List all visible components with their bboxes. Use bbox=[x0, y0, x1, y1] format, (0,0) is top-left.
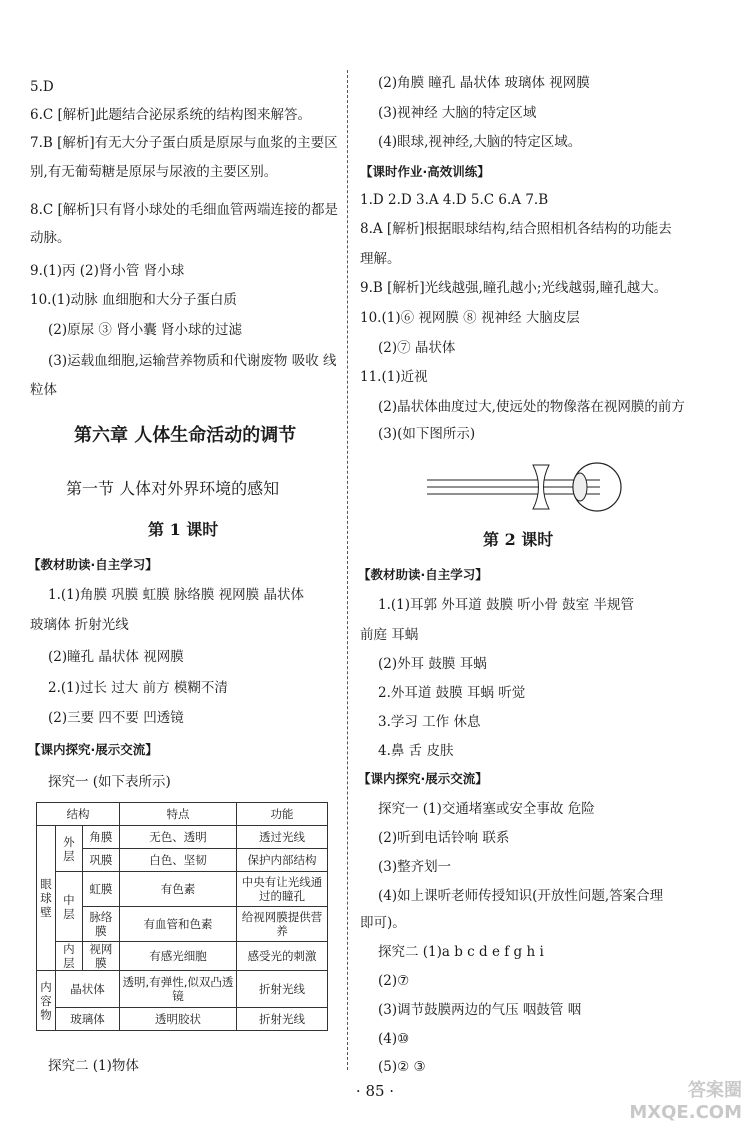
eye-lens-diagram bbox=[425, 455, 630, 520]
answer-10-2: (2)原尿 ③ 肾小囊 肾小球的过滤 bbox=[48, 322, 242, 338]
table-cell: 有血管和色素 bbox=[119, 907, 236, 942]
homework-10-2: (2)⑦ 晶状体 bbox=[378, 340, 456, 356]
table-cell: 感受光的刺激 bbox=[237, 942, 328, 971]
lesson-1-title: 第 1 课时 bbox=[148, 520, 219, 539]
contents-label: 内容物 bbox=[37, 971, 56, 1031]
table-cell: 白色、坚韧 bbox=[119, 849, 236, 872]
table-cell: 视网膜 bbox=[82, 942, 119, 971]
answer-8: 8.C [解析]只有肾小球处的毛细血管两端连接的都是 bbox=[30, 202, 339, 218]
reading-1-cont: 玻璃体 折射光线 bbox=[30, 617, 129, 633]
reading2-2: 2.外耳道 鼓膜 耳蜗 听觉 bbox=[378, 685, 526, 701]
middle-layer-label: 中层 bbox=[56, 872, 83, 942]
table-cell: 脉络膜 bbox=[82, 907, 119, 942]
homework-11: 11.(1)近视 bbox=[360, 369, 428, 385]
table-cell: 巩膜 bbox=[82, 849, 119, 872]
answer-7: 7.B [解析]有无大分子蛋白质是原尿与血浆的主要区 bbox=[30, 135, 338, 151]
column-divider bbox=[347, 70, 348, 1070]
eye-structure-table bbox=[36, 802, 328, 1031]
outer-layer-label: 外层 bbox=[56, 826, 83, 872]
reading2-3: 3.学习 工作 休息 bbox=[378, 714, 481, 730]
table-cell: 中央有让光线通过的瞳孔 bbox=[237, 872, 328, 907]
exploration2-1: 探究一 (1)交通堵塞或安全事故 危险 bbox=[378, 801, 595, 817]
table-header: 特点 bbox=[119, 803, 236, 826]
inner-layer-label: 内层 bbox=[56, 942, 83, 971]
eyewall-label: 眼球壁 bbox=[37, 826, 56, 971]
homework-9: 9.B [解析]光线越强,瞳孔越小;光线越弱,瞳孔越大。 bbox=[360, 280, 668, 296]
exploration-2: 探究二 (1)物体 bbox=[48, 1058, 139, 1074]
header-textbook-reading: 【教材助读·自主学习】 bbox=[28, 557, 158, 572]
reading2-1: 1.(1)耳郭 外耳道 鼓膜 听小骨 鼓室 半规管 bbox=[378, 597, 634, 613]
chapter-title: 第六章 人体生命活动的调节 bbox=[74, 425, 297, 446]
reading-2: 2.(1)过长 过大 前方 模糊不清 bbox=[48, 680, 228, 696]
table-cell: 晶状体 bbox=[56, 971, 120, 1008]
answer-8-cont: 动脉。 bbox=[30, 230, 71, 246]
table-cell: 折射光线 bbox=[237, 971, 328, 1008]
reading2-1-cont: 前庭 耳蜗 bbox=[360, 627, 419, 643]
exploration2-2-5: (5)② ③ bbox=[378, 1059, 426, 1075]
homework-1-7: 1.D 2.D 3.A 4.D 5.C 6.A 7.B bbox=[360, 192, 549, 208]
table-header: 结构 bbox=[37, 803, 120, 826]
table-cell: 保护内部结构 bbox=[237, 849, 328, 872]
table-cell: 透明胶状 bbox=[119, 1008, 236, 1031]
exploration2-1-4-cont: 即可)。 bbox=[360, 915, 406, 931]
table-cell: 虹膜 bbox=[82, 872, 119, 907]
table-cell: 有感光细胞 bbox=[119, 942, 236, 971]
exploration2-2-2: (2)⑦ bbox=[378, 973, 410, 989]
right-line-2: (3)视神经 大脑的特定区域 bbox=[378, 105, 537, 121]
watermark: 答案圈 MXQE.COM bbox=[629, 1080, 742, 1123]
homework-11-2: (2)晶状体曲度过大,使远处的物像落在视网膜的前方 bbox=[378, 399, 685, 415]
table-cell: 透明,有弹性,似双凸透镜 bbox=[119, 971, 236, 1008]
answer-7-cont: 别,有无葡萄糖是原尿与尿液的主要区别。 bbox=[30, 164, 278, 180]
homework-8: 8.A [解析]根据眼球结构,结合照相机各结构的功能去 bbox=[360, 221, 672, 237]
header-textbook-reading-2: 【教材助读·自主学习】 bbox=[358, 567, 488, 582]
answer-5: 5.D bbox=[30, 79, 54, 95]
table-cell: 有色素 bbox=[119, 872, 236, 907]
header-homework: 【课时作业·高效训练】 bbox=[360, 164, 490, 179]
reading-2-2: (2)三要 四不要 凹透镜 bbox=[48, 710, 184, 726]
table-cell: 给视网膜提供营养 bbox=[237, 907, 328, 942]
header-class-exploration-2: 【课内探究·展示交流】 bbox=[358, 771, 488, 786]
exploration2-2: 探究二 (1)a b c d e f g h i bbox=[378, 944, 544, 960]
exploration2-2-3: (3)调节鼓膜两边的气压 咽鼓管 咽 bbox=[378, 1002, 582, 1018]
homework-11-3: (3)(如下图所示) bbox=[378, 426, 476, 442]
exploration2-1-3: (3)整齐划一 bbox=[378, 859, 452, 875]
table-cell: 玻璃体 bbox=[56, 1008, 120, 1031]
answer-10-3-cont: 粒体 bbox=[30, 382, 57, 398]
answer-10: 10.(1)动脉 血细胞和大分子蛋白质 bbox=[30, 292, 237, 308]
reading2-1-2: (2)外耳 鼓膜 耳蜗 bbox=[378, 656, 487, 672]
lesson-2-title: 第 2 课时 bbox=[483, 530, 554, 549]
reading-1-2: (2)瞳孔 晶状体 视网膜 bbox=[48, 649, 184, 665]
exploration-1: 探究一 (如下表所示) bbox=[48, 774, 171, 790]
exploration2-1-2: (2)听到电话铃响 联系 bbox=[378, 830, 510, 846]
homework-10: 10.(1)⑥ 视网膜 ⑧ 视神经 大脑皮层 bbox=[360, 310, 580, 326]
answer-6: 6.C [解析]此题结合泌尿系统的结构图来解答。 bbox=[30, 107, 312, 123]
table-cell: 折射光线 bbox=[237, 1008, 328, 1031]
table-cell: 无色、透明 bbox=[119, 826, 236, 849]
table-cell: 透过光线 bbox=[237, 826, 328, 849]
reading2-4: 4.鼻 舌 皮肤 bbox=[378, 743, 454, 759]
header-class-exploration: 【课内探究·展示交流】 bbox=[28, 742, 158, 757]
answer-10-3: (3)运载血细胞,运输营养物质和代谢废物 吸收 线 bbox=[48, 353, 337, 369]
section-title: 第一节 人体对外界环境的感知 bbox=[66, 479, 280, 498]
table-header: 功能 bbox=[237, 803, 328, 826]
table-cell: 角膜 bbox=[82, 826, 119, 849]
exploration2-2-4: (4)⑩ bbox=[378, 1031, 410, 1047]
page-number: · 85 · bbox=[355, 1082, 395, 1100]
reading-1: 1.(1)角膜 巩膜 虹膜 脉络膜 视网膜 晶状体 bbox=[48, 587, 304, 603]
homework-8-cont: 理解。 bbox=[360, 251, 401, 267]
answer-9: 9.(1)丙 (2)肾小管 肾小球 bbox=[30, 263, 185, 279]
right-line-3: (4)眼球,视神经,大脑的特定区域。 bbox=[378, 134, 582, 150]
right-line-1: (2)角膜 瞳孔 晶状体 玻璃体 视网膜 bbox=[378, 75, 590, 91]
exploration2-1-4: (4)如上课听老师传授知识(开放性问题,答案合理 bbox=[378, 888, 664, 904]
